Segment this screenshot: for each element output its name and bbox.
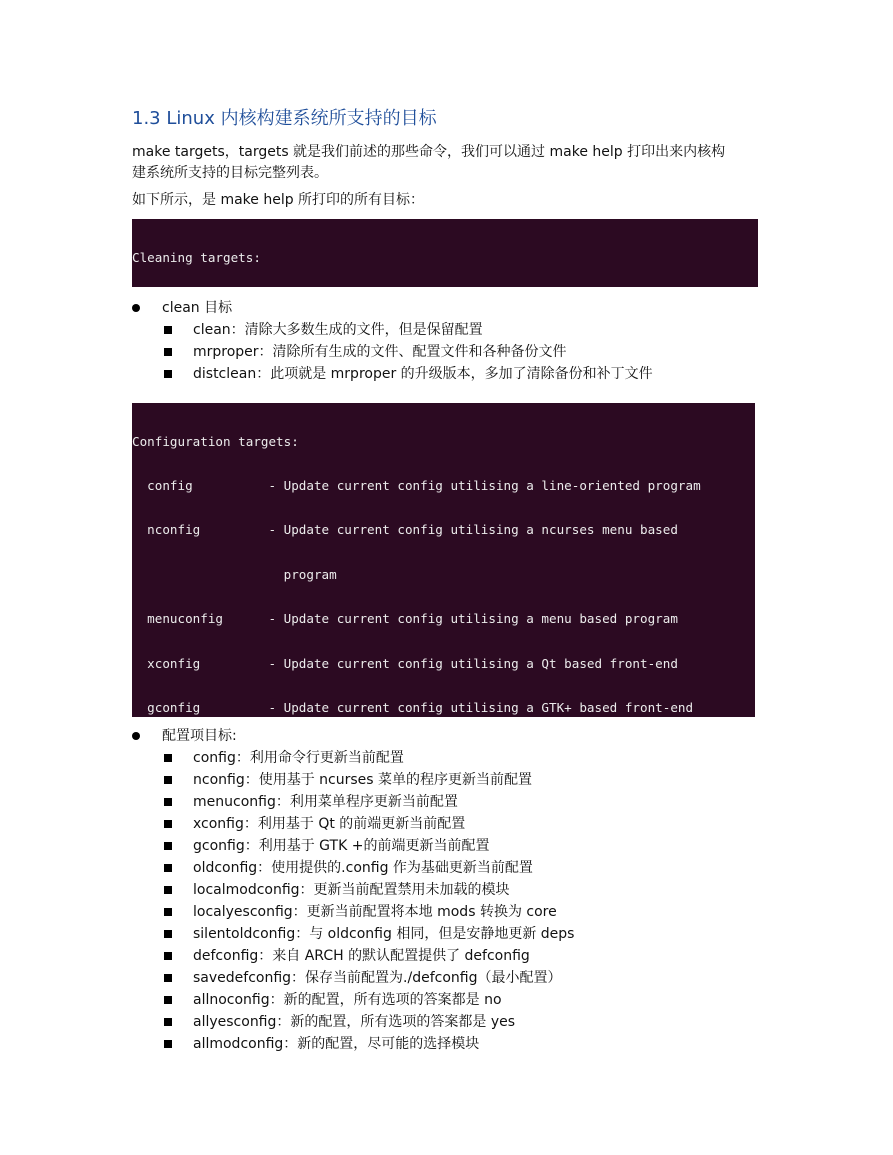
config-bullet-list (132, 725, 758, 1055)
bullet-square-icon (164, 370, 172, 378)
list-item (132, 791, 758, 813)
bullet-square-icon (164, 996, 172, 1004)
bullet-square-icon (164, 886, 172, 894)
bullet-square-icon (164, 776, 172, 784)
list-item-label: savedefconfig：保存当前配置为./defconfig（最小配置） (193, 970, 562, 986)
list-item (132, 725, 758, 747)
terminal-line: menuconfig - Update current config utilising a menu based program (132, 611, 678, 627)
bullet-square-icon (164, 842, 172, 850)
bullet-square-icon (164, 348, 172, 356)
bullet-square-icon (164, 908, 172, 916)
terminal-header: Configuration targets: (132, 433, 299, 449)
bullet-square-icon (164, 326, 172, 334)
bullet-dot-icon (132, 304, 140, 312)
intro-paragraph (132, 142, 758, 184)
list-item-label: clean 目标 (162, 300, 233, 316)
bullet-square-icon (164, 1040, 172, 1048)
terminal-line: xconfig - Update current config utilising a Qt based front-end (132, 655, 678, 671)
bullet-square-icon (164, 930, 172, 938)
cleaning-bullet-list (132, 297, 758, 385)
list-item (132, 857, 758, 879)
list-item (132, 363, 758, 385)
bullet-square-icon (164, 1018, 172, 1026)
list-item-label: menuconfig：利用菜单程序更新当前配置 (193, 794, 458, 810)
intro-line-3: 如下所示，是 make help 所打印的所有目标： (132, 192, 425, 208)
list-item-label: localyesconfig：更新当前配置将本地 mods 转换为 core (193, 904, 557, 920)
terminal-configuration-targets (132, 403, 755, 717)
bullet-square-icon (164, 864, 172, 872)
list-item (132, 747, 758, 769)
list-item (132, 879, 758, 901)
list-item-label: nconfig：使用基于 ncurses 菜单的程序更新当前配置 (193, 772, 533, 788)
list-item-label: silentoldconfig：与 oldconfig 相同，但是安静地更新 deps (193, 926, 575, 942)
list-item (132, 923, 758, 945)
terminal-line: nconfig - Update current config utilising a ncurses menu based (132, 522, 678, 538)
intro-line-2: 建系统所支持的目标完整列表。 (132, 165, 328, 181)
list-item (132, 297, 758, 319)
list-item (132, 901, 758, 923)
list-item (132, 769, 758, 791)
list-item-label: localmodconfig：更新当前配置禁用未加载的模块 (193, 882, 510, 898)
bullet-square-icon (164, 754, 172, 762)
terminal-line: program (132, 566, 337, 582)
list-item-label: defconfig：来自 ARCH 的默认配置提供了 defconfig (193, 948, 530, 964)
list-item-label: oldconfig：使用提供的.config 作为基础更新当前配置 (193, 860, 533, 876)
bullet-square-icon (164, 974, 172, 982)
section-heading: 1.3 Linux 内核构建系统所支持的目标 (132, 108, 437, 129)
terminal-cleaning-targets (132, 219, 758, 287)
list-item-label: allnoconfig：新的配置，所有选项的答案都是 no (193, 992, 502, 1008)
list-item-label: mrproper：清除所有生成的文件、配置文件和各种备份文件 (193, 344, 567, 360)
bullet-dot-icon (132, 732, 140, 740)
bullet-square-icon (164, 798, 172, 806)
list-item-label: xconfig：利用基于 Qt 的前端更新当前配置 (193, 816, 466, 832)
list-item (132, 319, 758, 341)
list-item-label: allyesconfig：新的配置，所有选项的答案都是 yes (193, 1014, 516, 1030)
list-item-label: distclean：此项就是 mrproper 的升级版本，多加了清除备份和补丁文件 (193, 366, 653, 382)
bullet-square-icon (164, 952, 172, 960)
list-item (132, 1011, 758, 1033)
terminal-line: config - Update current config utilising a line-oriented program (132, 477, 701, 493)
list-item-label: clean：清除大多数生成的文件，但是保留配置 (193, 322, 483, 338)
document-page (132, 104, 758, 1055)
list-item (132, 813, 758, 835)
list-item-label: config：利用命令行更新当前配置 (193, 750, 404, 766)
list-item-label: 配置项目标: (162, 728, 237, 744)
list-item (132, 341, 758, 363)
list-item-label: gconfig：利用基于 GTK +的前端更新当前配置 (193, 838, 490, 854)
list-item (132, 945, 758, 967)
terminal-line: gconfig - Update current config utilising a GTK+ based front-end (132, 699, 694, 715)
list-item (132, 1033, 758, 1055)
list-item (132, 835, 758, 857)
list-item-label: allmodconfig：新的配置，尽可能的选择模块 (193, 1036, 480, 1052)
terminal-header: Cleaning targets: (132, 249, 261, 265)
intro-line-1: make targets，targets 就是我们前述的那些命令，我们可以通过 make help 打印出来内核构 (132, 144, 726, 160)
bullet-square-icon (164, 820, 172, 828)
list-item (132, 967, 758, 989)
list-item (132, 989, 758, 1011)
